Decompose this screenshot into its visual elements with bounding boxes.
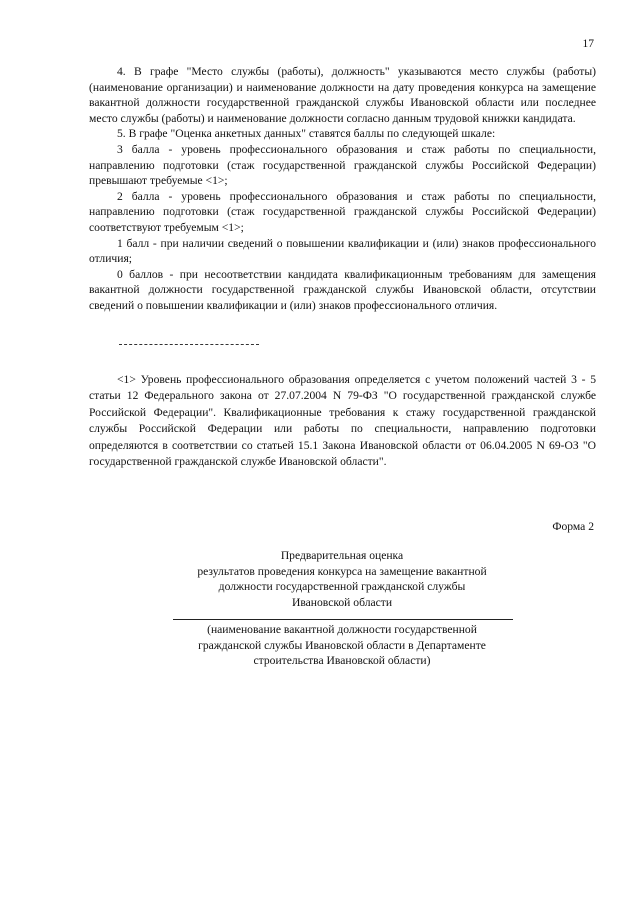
- caption-line: (наименование вакантной должности государственной: [207, 623, 477, 636]
- form-title-line: Предварительная оценка: [280, 549, 404, 562]
- caption-line: гражданской службы Ивановской области в Департаменте: [198, 638, 486, 652]
- form-title-line: должности государственной гражданской службы: [218, 580, 466, 594]
- paragraph-score-0: 0 баллов - при несоответствии кандидата квалификационным требованиям для замещения вакантной должности государственной гражданской службы Ивановской области, отсутствии сведений о повышении квалификации и (или) знаков профессионального отличия.: [89, 267, 596, 312]
- form-title-line: Ивановской области: [291, 595, 393, 609]
- paragraph-score-1: 1 балл - при наличии сведений о повышении квалификации и (или) знаков профессионального отличия;: [89, 236, 596, 266]
- form-title-line: результатов проведения конкурса на замещение вакантной: [197, 564, 487, 578]
- footnote-separator: [119, 344, 259, 345]
- page-number: 17: [582, 38, 594, 50]
- form-title: [152, 548, 532, 610]
- form-label: Форма 2: [552, 520, 594, 533]
- caption-line: строительства Ивановской области): [253, 654, 431, 668]
- footnote: <1> Уровень профессионального образования определяется с учетом положений частей 3 - 5 статьи 12 Федерального закона от 27.07.2004 N 79-ФЗ "О государственной гражданской службе Российской Федерации". Квалификационные требования к стажу государственной гражданской службы Российской Федерации или работы по специальности, направлению подготовки определяются в соответствии со статьей 15.1 Закона Ивановской области от 06.04.2005 N 69-ОЗ "О государственной гражданской службе Ивановской области".: [89, 373, 596, 469]
- paragraph-column-place-of-service: 4. В графе "Место службы (работы), должность" указываются место службы (работы) (наименование организации) и наименование должности на дату проведения конкурса на замещение вакантной должности государственной гражданской службы Ивановской области или последнее место службы (работы) и наименование должности согласно данным трудовой книжки кандидата.: [89, 65, 596, 125]
- paragraph-questionnaire-score: 5. В графе "Оценка анкетных данных" ставятся баллы по следующей шкале:: [117, 127, 496, 141]
- fill-in-line: [173, 619, 513, 620]
- paragraph-score-2: 2 балла - уровень профессионального образования и стаж работы по специальности, направлению подготовки (стаж государственной гражданской службы Российской Федерации) соответствуют требуемым <1>;: [89, 189, 596, 234]
- main-text: [89, 64, 596, 314]
- paragraph-score-3: 3 балла - уровень профессионального образования и стаж работы по специальности, направлению подготовки (стаж государственной гражданской службы Российской Федерации) превышают требуемые <1>;: [89, 142, 596, 188]
- position-name-caption: [152, 622, 532, 669]
